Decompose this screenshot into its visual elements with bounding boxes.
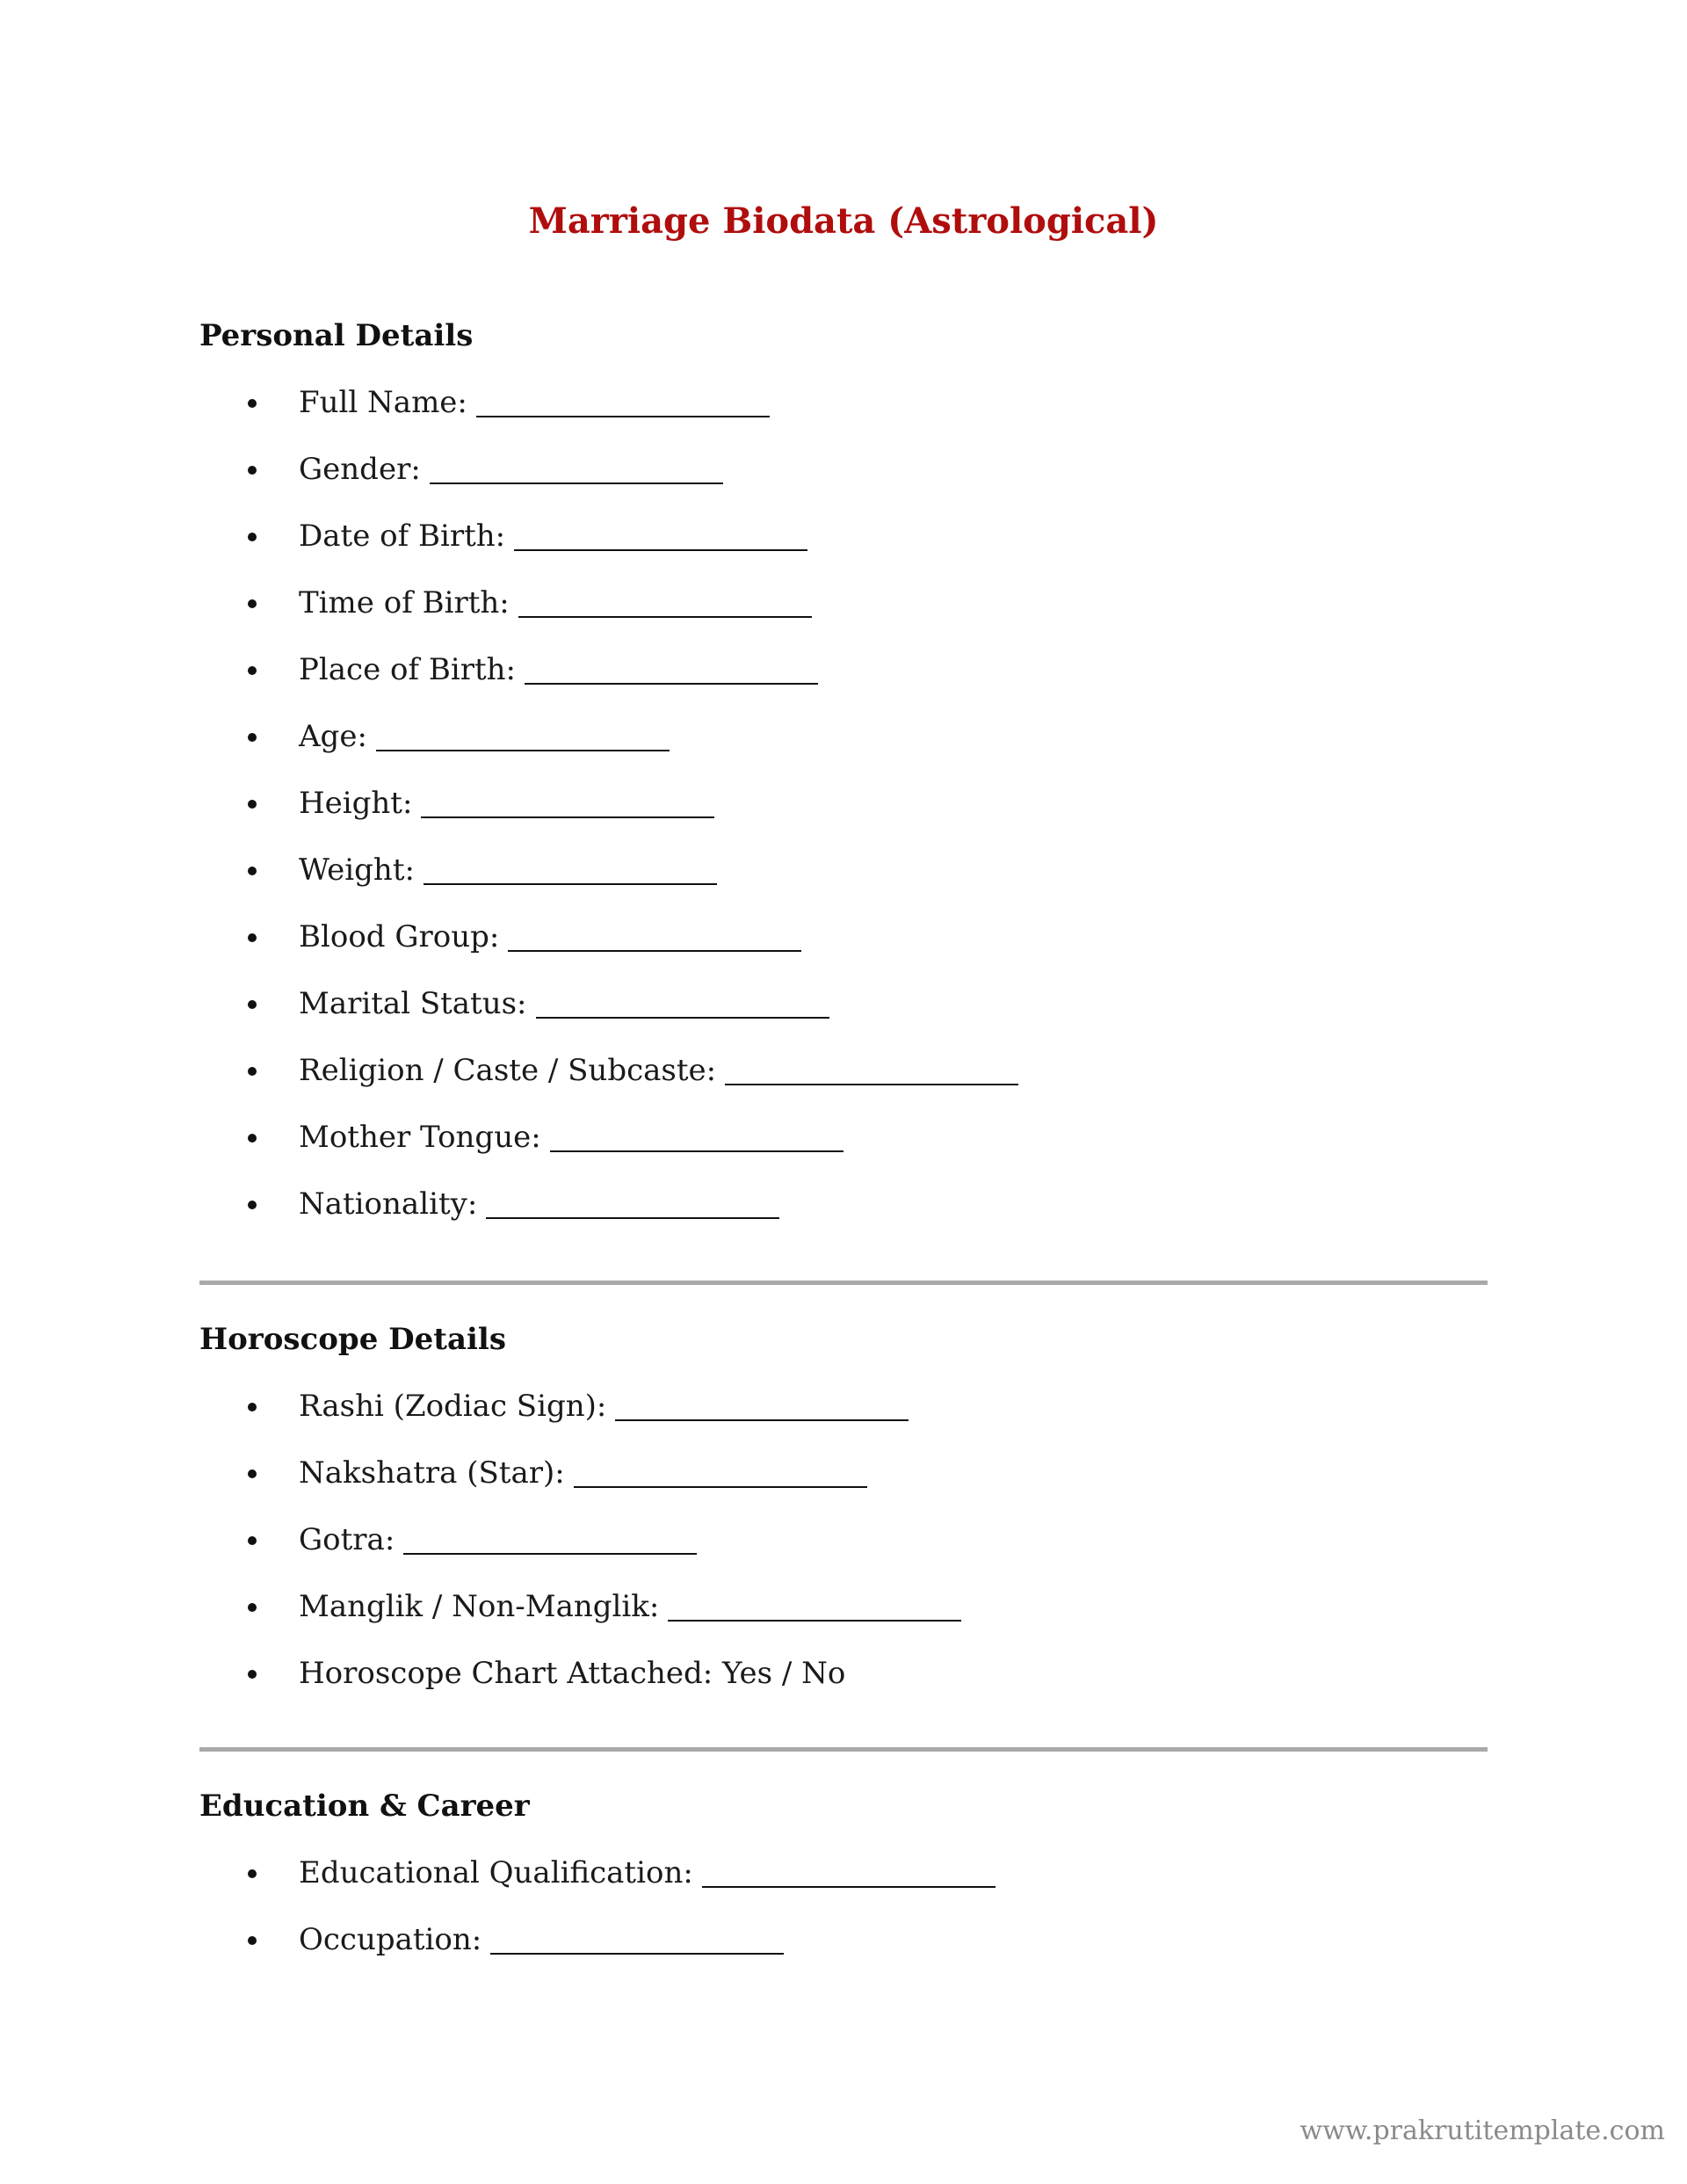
field-list: [199, 1385, 1491, 1719]
section-divider: [199, 1747, 1488, 1752]
document-title: Marriage Biodata (Astrological): [528, 200, 1159, 242]
field-marital-status: [199, 983, 1491, 1049]
gotra-blank[interactable]: [403, 1527, 697, 1555]
nakshatra-blank[interactable]: [574, 1460, 867, 1488]
field-educational-qualification: [199, 1852, 1491, 1919]
field-nakshatra: [199, 1452, 1491, 1519]
field-place-of-birth: [199, 649, 1491, 715]
field-label: Religion / Caste / Subcaste:: [299, 1053, 717, 1088]
field-date-of-birth: [199, 515, 1491, 582]
bullet-icon: [248, 533, 257, 541]
footer-website-url: www.prakrutitemplate.com: [1300, 2115, 1665, 2146]
bullet-icon: [248, 599, 257, 608]
section-heading: Personal Details: [199, 318, 474, 353]
field-label: Time of Birth:: [299, 585, 510, 620]
field-blood-group: [199, 916, 1491, 983]
field-label: Mother Tongue:: [299, 1120, 541, 1155]
field-label: Rashi (Zodiac Sign):: [299, 1389, 607, 1424]
field-label: Age:: [299, 719, 367, 754]
field-label: Date of Birth:: [299, 519, 506, 554]
bullet-icon: [248, 1869, 257, 1878]
field-time-of-birth: [199, 582, 1491, 649]
field-manglik: [199, 1585, 1491, 1652]
marital-status-blank[interactable]: [536, 990, 829, 1019]
section-divider: [199, 1281, 1488, 1285]
bullet-icon: [248, 466, 257, 475]
blood-group-blank[interactable]: [508, 924, 801, 952]
bullet-icon: [248, 1469, 257, 1478]
field-nationality: [199, 1183, 1491, 1250]
height-blank[interactable]: [421, 790, 714, 818]
field-religion-caste-subcaste: [199, 1049, 1491, 1116]
time-of-birth-blank[interactable]: [518, 590, 812, 618]
bullet-icon: [248, 1067, 257, 1076]
section-heading: Education & Career: [199, 1789, 530, 1824]
place-of-birth-blank[interactable]: [525, 657, 818, 685]
section-heading: Horoscope Details: [199, 1322, 506, 1357]
date-of-birth-blank[interactable]: [514, 523, 807, 551]
bullet-icon: [248, 867, 257, 875]
field-list: [199, 1852, 1491, 1985]
field-label: Blood Group:: [299, 919, 500, 954]
field-label: Marital Status:: [299, 986, 527, 1021]
bullet-icon: [248, 1403, 257, 1411]
field-label: Educational Qualification:: [299, 1855, 693, 1890]
field-label: Weight:: [299, 853, 415, 888]
field-label: Gender:: [299, 452, 421, 487]
field-label: Place of Birth:: [299, 652, 516, 687]
rashi-blank[interactable]: [615, 1393, 909, 1421]
field-gotra: [199, 1519, 1491, 1585]
bullet-icon: [248, 1000, 257, 1009]
field-label: Occupation:: [299, 1922, 482, 1957]
gender-blank[interactable]: [430, 456, 723, 484]
field-height: [199, 782, 1491, 849]
field-label: Gotra:: [299, 1522, 395, 1557]
section-personal-details: [199, 315, 1491, 1250]
bullet-icon: [248, 1936, 257, 1945]
field-mother-tongue: [199, 1116, 1491, 1183]
field-label: Nakshatra (Star):: [299, 1455, 565, 1491]
field-rashi: [199, 1385, 1491, 1452]
section-horoscope-details: [199, 1318, 1491, 1719]
religion-caste-subcaste-blank[interactable]: [725, 1057, 1018, 1085]
field-list: [199, 381, 1491, 1250]
field-gender: [199, 448, 1491, 515]
bullet-icon: [248, 399, 257, 408]
bullet-icon: [248, 1536, 257, 1545]
mother-tongue-blank[interactable]: [550, 1124, 844, 1152]
nationality-blank[interactable]: [486, 1191, 779, 1219]
manglik-blank[interactable]: [668, 1593, 961, 1622]
age-blank[interactable]: [376, 723, 670, 751]
field-label: Height:: [299, 786, 413, 821]
bullet-icon: [248, 1134, 257, 1143]
field-label: Nationality:: [299, 1186, 478, 1222]
weight-blank[interactable]: [424, 857, 717, 885]
bullet-icon: [248, 666, 257, 675]
field-label: Full Name:: [299, 385, 467, 420]
full-name-blank[interactable]: [476, 389, 770, 417]
bullet-icon: [248, 933, 257, 942]
educational-qualification-blank[interactable]: [702, 1860, 996, 1888]
field-occupation: [199, 1919, 1491, 1985]
field-label: Horoscope Chart Attached: Yes / No: [299, 1656, 846, 1691]
bullet-icon: [248, 1670, 257, 1679]
section-education-career: [199, 1785, 1491, 1985]
field-full-name: [199, 381, 1491, 448]
field-horoscope-chart-attached: [199, 1652, 1491, 1719]
field-label: Manglik / Non-Manglik:: [299, 1589, 660, 1624]
bullet-icon: [248, 1603, 257, 1612]
bullet-icon: [248, 800, 257, 809]
bullet-icon: [248, 1201, 257, 1209]
occupation-blank[interactable]: [490, 1926, 784, 1955]
field-weight: [199, 849, 1491, 916]
bullet-icon: [248, 733, 257, 742]
field-age: [199, 715, 1491, 782]
